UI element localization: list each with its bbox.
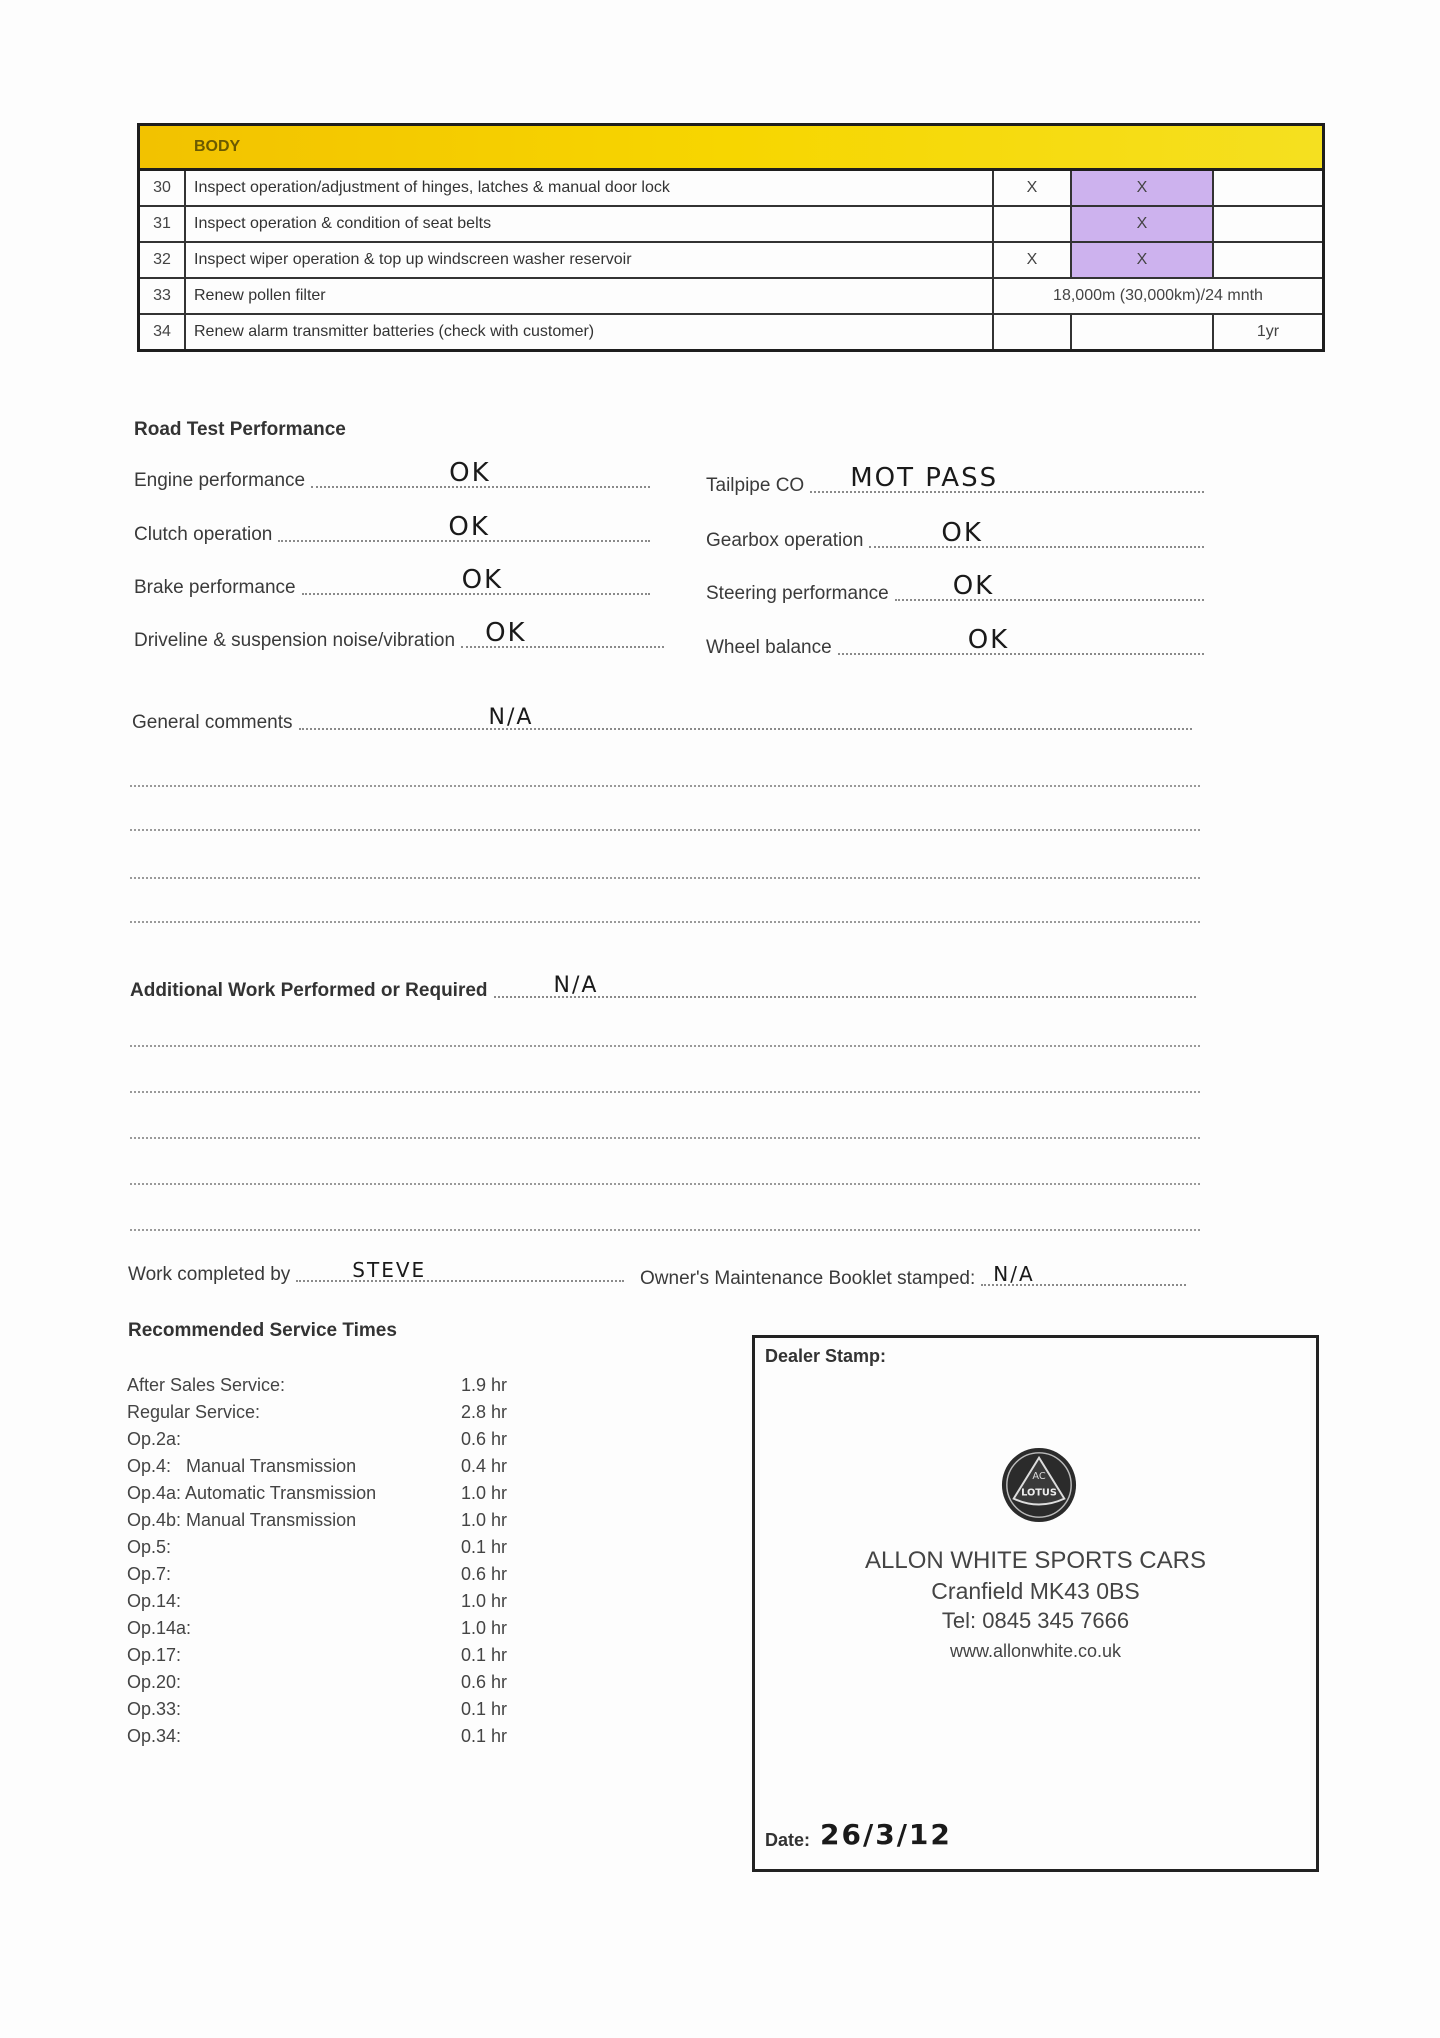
row-number: 34 <box>140 315 186 349</box>
comment-line <box>130 876 1200 879</box>
row-description: Inspect wiper operation & top up windscreen washer reservoir <box>186 243 994 277</box>
row-check-2: X <box>1072 207 1214 241</box>
field-label: Steering performance <box>706 583 889 604</box>
dealer-stamp-box <box>752 1335 1319 1872</box>
body-checklist-table <box>137 123 1325 352</box>
row-check-2: X <box>1072 243 1214 277</box>
row-check-2: X <box>1072 171 1214 205</box>
clutch-operation-field <box>134 512 650 546</box>
list-item: Op.5: 0.1 hr <box>127 1537 508 1557</box>
row-description: Inspect operation & condition of seat belts <box>186 207 994 241</box>
row-check-3 <box>1214 243 1322 277</box>
field-label: Tailpipe CO <box>706 475 805 496</box>
list-item: Op.17: 0.1 hr <box>127 1645 508 1665</box>
booklet-stamped-field <box>640 1262 1186 1290</box>
field-label: Clutch operation <box>134 524 273 545</box>
svg-text:AC: AC <box>1032 1471 1046 1483</box>
comment-line <box>130 828 1200 831</box>
recommended-times-title: Recommended Service Times <box>128 1320 397 1341</box>
road-test-title: Road Test Performance <box>134 419 346 440</box>
dealer-website: www.allonwhite.co.uk <box>949 1641 1122 1661</box>
steering-performance-field <box>706 571 1204 605</box>
work-line <box>130 1228 1200 1231</box>
gearbox-operation-field <box>706 518 1204 552</box>
table-row <box>140 315 1322 349</box>
field-value: N/A <box>993 1262 1035 1286</box>
list-item: Op.33: 0.1 hr <box>127 1699 508 1719</box>
row-check-3: 1yr <box>1256 323 1280 340</box>
list-item: Op.4a: Automatic Transmission 1.0 hr <box>127 1483 508 1503</box>
field-label: Additional Work Performed or Required <box>130 980 488 1001</box>
work-line <box>130 1136 1200 1139</box>
work-line <box>130 1182 1200 1185</box>
row-description: Renew alarm transmitter batteries (check with customer) <box>186 315 994 349</box>
field-label: Owner's Maintenance Booklet stamped: <box>640 1268 976 1289</box>
row-check-3 <box>1214 207 1322 241</box>
list-item: Op.14a: 1.0 hr <box>127 1618 508 1638</box>
body-section-header <box>140 126 1322 171</box>
table-row <box>140 243 1322 279</box>
row-check-1: X <box>994 243 1072 277</box>
row-check-1 <box>994 315 1072 349</box>
list-item: Op.4b: Manual Transmission 1.0 hr <box>127 1510 508 1530</box>
list-item: After Sales Service: 1.9 hr <box>127 1375 508 1395</box>
row-number: 32 <box>140 243 186 277</box>
work-line <box>130 1090 1200 1093</box>
field-label: General comments <box>132 712 293 733</box>
field-value: OK <box>449 458 491 488</box>
engine-performance-field <box>134 458 650 492</box>
table-row <box>140 207 1322 243</box>
field-label: Engine performance <box>134 470 306 491</box>
field-value: N/A <box>488 705 534 730</box>
work-completed-field <box>128 1258 624 1286</box>
dealer-name: ALLON WHITE SPORTS CARS <box>865 1547 1206 1574</box>
row-number: 33 <box>140 279 186 313</box>
list-item: Op.2a: 0.6 hr <box>127 1429 508 1449</box>
table-row <box>140 279 1322 315</box>
dealer-stamp-title: Dealer Stamp: <box>765 1346 887 1366</box>
comment-line <box>130 784 1200 787</box>
table-row <box>140 171 1322 207</box>
row-check-1 <box>994 207 1072 241</box>
dealer-address-block <box>755 1546 1316 1666</box>
row-interval: 18,000m (30,000km)/24 mnth <box>1053 287 1263 304</box>
field-value: STEVE <box>352 1258 427 1282</box>
dealer-phone: Tel: 0845 345 7666 <box>941 1608 1130 1633</box>
field-value: OK <box>485 618 527 648</box>
row-description: Inspect operation/adjustment of hinges, latches & manual door lock <box>186 171 994 205</box>
body-section-title: BODY <box>194 138 241 155</box>
row-check-2 <box>1072 315 1214 349</box>
comment-line <box>130 920 1200 923</box>
row-check-1: X <box>994 171 1072 205</box>
field-value: OK <box>941 518 983 548</box>
svg-text:LOTUS: LOTUS <box>1021 1487 1057 1499</box>
wheel-balance-field <box>706 625 1204 659</box>
additional-work-field <box>130 973 1196 1002</box>
list-item: Op.4: Manual Transmission 0.4 hr <box>127 1456 508 1476</box>
lotus-logo-icon <box>1000 1446 1078 1524</box>
stamp-date-field <box>765 1818 952 1851</box>
driveline-noise-field <box>134 618 664 652</box>
dealer-address: Cranfield MK43 0BS <box>931 1578 1140 1604</box>
list-item: Regular Service: 2.8 hr <box>127 1402 508 1422</box>
list-item: Op.34: 0.1 hr <box>127 1726 508 1746</box>
row-number: 30 <box>140 171 186 205</box>
recommended-times-list <box>127 1372 541 1750</box>
row-number: 31 <box>140 207 186 241</box>
list-item: Op.7: 0.6 hr <box>127 1564 508 1584</box>
date-value: 26/3/12 <box>820 1818 952 1851</box>
field-value: OK <box>448 512 490 542</box>
field-value: OK <box>952 571 995 601</box>
field-label: Wheel balance <box>706 637 832 658</box>
field-label: Driveline & suspension noise/vibration <box>134 630 456 651</box>
row-check-3 <box>1214 171 1322 205</box>
field-value: OK <box>461 565 504 595</box>
field-value: N/A <box>553 973 599 998</box>
field-value: MOT PASS <box>850 463 999 493</box>
work-line <box>130 1044 1200 1047</box>
tailpipe-co-field <box>706 463 1204 497</box>
general-comments-field <box>132 705 1192 734</box>
field-label: Gearbox operation <box>706 530 864 551</box>
list-item: Op.20: 0.6 hr <box>127 1672 508 1692</box>
field-value: OK <box>967 625 1010 655</box>
date-label: Date: <box>765 1830 811 1850</box>
field-label: Work completed by <box>128 1264 291 1285</box>
row-description: Renew pollen filter <box>186 279 994 313</box>
field-label: Brake performance <box>134 577 296 598</box>
brake-performance-field <box>134 565 650 599</box>
list-item: Op.14: 1.0 hr <box>127 1591 508 1611</box>
